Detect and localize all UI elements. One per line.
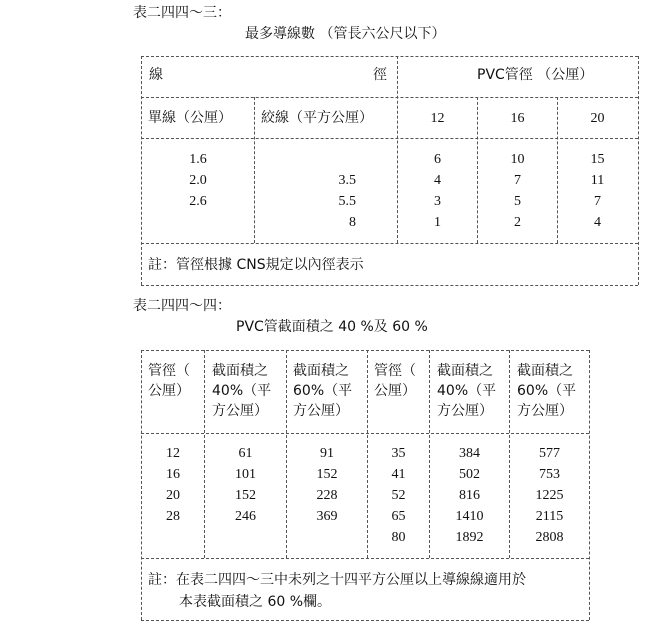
table2-header-area40: 40%（平 [212,383,272,399]
table2-cell: 228 [316,488,338,503]
table2-note: 註：在表二四四～三中未列之十四平方公厘以上導線線適用於 [148,572,526,588]
table1-cell: 3 [434,194,441,209]
table2-cell: 52 [391,488,406,503]
table2-header-area40: 截面積之 [212,363,268,379]
table1-cell: 2.0 [189,173,207,188]
table1-mid-rule [397,56,398,243]
table2-cell: 41 [391,467,406,482]
table2-header-area40: 方公厘） [437,403,493,419]
table1-left-rule [141,56,142,285]
table2-bottom-rule [141,558,589,559]
table1-cell: 1 [434,215,441,230]
table2-cell: 20 [166,488,180,503]
table2-header-area60: 截面積之 [293,363,349,379]
table2-cell: 65 [391,509,406,524]
table1-header-stranded: 絞線（平方公厘） [261,110,373,126]
table1-cell: 5 [514,194,521,209]
table2-cell: 101 [235,467,256,482]
table1-cell: 2 [514,215,521,230]
table2-header-area40: 方公厘） [212,403,268,419]
table1-cell: 11 [590,173,605,188]
table1-header-size: 12 [430,111,445,126]
table1-right-rule [638,56,639,285]
table2-cell: 91 [320,446,334,461]
table1-header-single: 單線（公厘） [148,110,232,126]
table1-header-diameter: 徑 [373,67,387,83]
table1-note: 註：管徑根據 CNS規定以內徑表示 [148,257,364,273]
table2-header-area60: 60%（平 [517,383,577,399]
table1-bottom-rule [141,243,638,244]
table2-cell: 152 [235,488,256,503]
table1-header-size: 20 [590,111,605,126]
table1-cell: 4 [434,173,441,188]
table2-cell: 246 [235,509,256,524]
table2-cell: 1892 [455,530,484,545]
table2-cell: 16 [166,467,180,482]
table2-label: 表二四四～四： [133,298,231,314]
table1-label: 表二四四～三： [133,5,231,21]
table2-cell: 384 [459,446,480,461]
table1-header-size: 16 [510,111,525,126]
table2-cell: 577 [539,446,560,461]
table2-header-area60: 方公厘） [293,403,349,419]
table1-cell: 8 [349,215,356,230]
table2-cell: 35 [391,446,406,461]
table1-cell: 15 [590,152,605,167]
table2-cell: 753 [539,467,560,482]
table2-cell: 152 [316,467,338,482]
table2-title: PVC管截面積之 40 %及 60 % [236,319,428,335]
table1-cell: 7 [594,194,601,209]
table2-cell: 2808 [535,530,564,545]
table2-header-rule [141,433,589,434]
table2-note-rule [141,620,589,621]
table2-header-area60: 60%（平 [293,383,353,399]
table2-header-diameter: 公厘） [148,383,190,399]
table1-cell: 3.5 [338,173,356,188]
table1-cell: 4 [594,215,601,230]
table2-cell: 502 [459,467,480,482]
table2-header-area60: 截面積之 [517,363,573,379]
table2-header-area40: 40%（平 [437,383,497,399]
table2-cell: 28 [166,509,180,524]
table2-cell: 1225 [535,488,564,503]
table1-header-rule [141,97,638,98]
table1-cell: 1.6 [189,152,207,167]
table2-cell: 2115 [535,509,564,524]
table2-cell: 369 [316,509,338,524]
table2-right-rule [589,350,590,620]
table1-cell: 6 [434,152,441,167]
table1-cell: 2.6 [189,194,207,209]
table1-header-line: 線 [149,67,163,83]
table2-header-area40: 截面積之 [437,363,493,379]
table1-body-rule [141,138,638,139]
table2-top-rule [141,350,589,351]
table1-cell: 5.5 [338,194,356,209]
table2-cell: 12 [166,446,180,461]
table1-cell: 7 [514,173,521,188]
table2-note-continued: 本表截面積之 60 %欄。 [179,594,332,610]
table2-cell: 816 [459,488,480,503]
table2-header-area60: 方公厘） [517,403,573,419]
table2-header-diameter: 管徑（ [374,363,416,379]
table1-top-rule [141,56,638,57]
table2-cell: 80 [391,530,406,545]
table2-left-rule [141,350,142,620]
table2-header-diameter: 公厘） [374,383,416,399]
table1-header-pvc: PVC管徑 （公厘） [477,67,594,83]
table1-note-rule [141,285,638,286]
table2-cell: 61 [238,446,253,461]
table1-title: 最多導線數 （管長六公尺以下） [245,26,446,42]
table2-cell: 1410 [455,509,484,524]
table1-cell: 10 [510,152,525,167]
table2-header-diameter: 管徑（ [148,363,190,379]
